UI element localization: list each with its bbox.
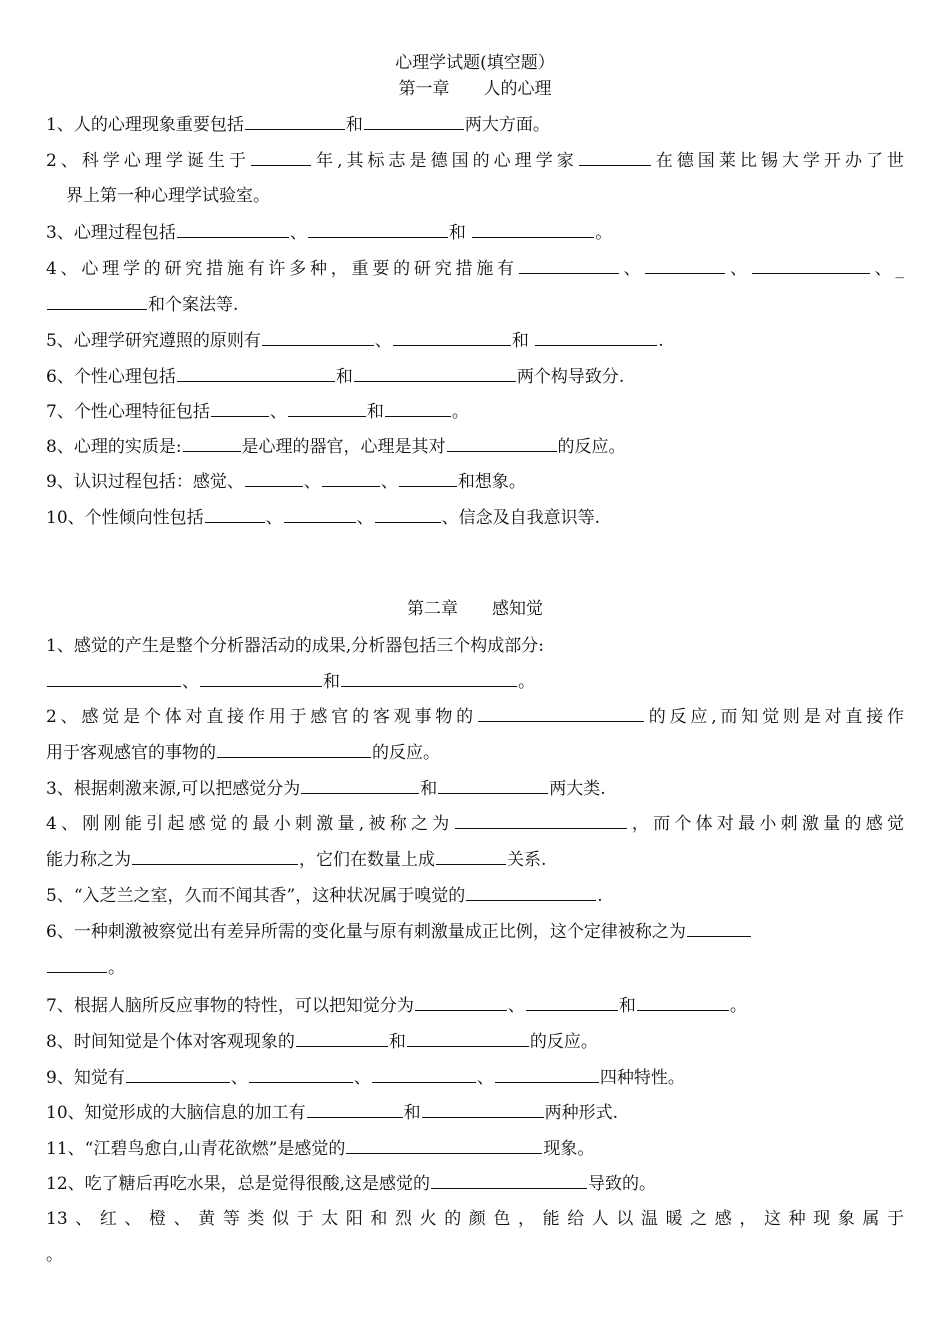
ch2-question-4: [46, 811, 904, 836]
question-text: 能力称之为: [46, 850, 131, 870]
question-text: 和个案法等.: [148, 295, 239, 315]
question-text: 7、根据人脑所反应事物的特性，可以把知觉分为: [46, 996, 414, 1016]
ch2-question-1: [46, 634, 544, 658]
question-text: 、: [303, 472, 321, 492]
question-text: 关系.: [507, 850, 547, 870]
question-text: 现象。: [543, 1139, 595, 1159]
answer-blank[interactable]: [177, 364, 335, 382]
question-text: 10、个性倾向性包括: [46, 508, 204, 528]
answer-blank[interactable]: [262, 328, 374, 346]
ch2-question-12: [46, 1171, 656, 1196]
answer-blank[interactable]: [645, 256, 725, 274]
question-text: 、: [230, 1068, 248, 1088]
ch1-question-6: [46, 364, 624, 389]
question-text: 2、感觉是个体对直接作用于感官的客观事物的: [46, 707, 477, 727]
question-text: 、信念及自我意识等.: [441, 508, 601, 528]
question-text: 。: [46, 1245, 63, 1265]
answer-blank[interactable]: [346, 1136, 542, 1154]
answer-blank[interactable]: [495, 1065, 599, 1083]
question-text: 和: [403, 1103, 421, 1123]
question-text: 和: [511, 331, 529, 351]
question-text: 。: [108, 958, 125, 978]
document-title: 心理学试题(填空题）: [395, 53, 555, 73]
question-text: 11、“江碧鸟愈白,山青花欲燃”是感觉的: [46, 1139, 346, 1159]
answer-blank[interactable]: [393, 328, 511, 346]
ch1-question-1: [46, 112, 550, 137]
question-text: 、: [507, 996, 525, 1016]
question-text: 导致的。: [588, 1174, 657, 1194]
question-text: 2、科学心理学诞生于: [46, 151, 251, 171]
answer-blank[interactable]: [372, 1065, 476, 1083]
chapter-2-heading: 第二章 感知觉: [407, 599, 543, 619]
answer-blank[interactable]: [245, 112, 345, 130]
chapter-1-heading: 第一章 人的心理: [398, 79, 552, 99]
answer-blank[interactable]: [385, 399, 451, 417]
answer-blank[interactable]: [249, 1065, 353, 1083]
ch2-question-6-cont: [46, 955, 125, 980]
answer-blank[interactable]: [415, 993, 507, 1011]
question-text: 、: [265, 508, 283, 528]
answer-blank[interactable]: [307, 1100, 403, 1118]
ch1-question-4: [46, 256, 904, 281]
question-text: 、: [182, 672, 199, 692]
question-text: 、: [289, 223, 307, 243]
question-text: 10、知觉形成的大脑信息的加工有: [46, 1103, 306, 1123]
answer-blank[interactable]: [200, 669, 322, 687]
answer-blank[interactable]: [251, 148, 311, 166]
ch1-question-8: [46, 434, 626, 459]
answer-blank[interactable]: [47, 955, 107, 973]
question-text: 6、个性心理包括: [46, 367, 176, 387]
ch2-question-13: [46, 1207, 904, 1231]
ch2-question-2-cont: [46, 740, 440, 765]
answer-blank[interactable]: [354, 364, 516, 382]
answer-blank[interactable]: [284, 505, 356, 523]
answer-blank[interactable]: [364, 112, 464, 130]
answer-blank[interactable]: [308, 220, 448, 238]
question-text: 、: [619, 259, 645, 279]
question-text: 和: [323, 672, 340, 692]
question-text: 和: [388, 1032, 406, 1052]
ch2-question-1-cont: [46, 669, 535, 694]
answer-blank[interactable]: [399, 469, 457, 487]
question-text: 3、根据刺激来源,可以把感觉分为: [46, 779, 301, 799]
ch2-question-5: [46, 883, 603, 908]
question-text: 的反应,而知觉则是对直接作: [644, 707, 904, 727]
question-text: 和: [335, 367, 353, 387]
answer-blank[interactable]: [752, 256, 870, 274]
question-text: 和: [345, 115, 363, 135]
ch1-question-10: [46, 505, 600, 530]
question-text: 9、认识过程包括：感觉、: [46, 472, 244, 492]
answer-blank[interactable]: [436, 847, 506, 865]
question-text: 、: [374, 331, 392, 351]
answer-blank[interactable]: [217, 740, 371, 758]
question-text: 8、心理的实质是:: [46, 437, 182, 457]
question-text: 3、心理过程包括: [46, 223, 176, 243]
ch1-question-2: [46, 148, 904, 173]
ch2-question-4-cont: [46, 847, 546, 872]
answer-blank[interactable]: [535, 328, 657, 346]
question-text: 是心理的器官，心理是其对: [241, 437, 446, 457]
question-text: 、: [380, 472, 398, 492]
question-text: 界上第一种心理学试验室。: [66, 186, 270, 206]
answer-blank[interactable]: [126, 1065, 230, 1083]
question-text: 两种形式.: [544, 1103, 619, 1123]
question-text: 。: [451, 402, 469, 422]
answer-blank[interactable]: [431, 1171, 587, 1189]
answer-blank[interactable]: [288, 399, 366, 417]
ch1-question-9: [46, 469, 526, 494]
ch2-question-3: [46, 776, 606, 801]
ch1-question-3: [46, 220, 612, 245]
question-text: 7、个性心理特征包括: [46, 402, 210, 422]
question-text: 4、心理学的研究措施有许多种，重要的研究措施有: [46, 259, 518, 279]
question-text: 和: [420, 779, 438, 799]
ch2-question-13-cont: [46, 1243, 63, 1267]
answer-blank[interactable]: [438, 776, 548, 794]
question-text: 两大类.: [549, 779, 606, 799]
question-text: ，而个体对最小刺激量的感觉: [627, 814, 904, 834]
question-text: 、: [353, 1068, 371, 1088]
answer-blank[interactable]: [579, 148, 651, 166]
question-text: 的反应。: [529, 1032, 598, 1052]
answer-blank[interactable]: [322, 469, 380, 487]
answer-blank[interactable]: [245, 469, 303, 487]
answer-blank[interactable]: [472, 220, 594, 238]
answer-blank[interactable]: [526, 993, 618, 1011]
answer-blank[interactable]: [407, 1029, 529, 1047]
answer-blank[interactable]: [687, 919, 751, 937]
answer-blank[interactable]: [296, 1029, 388, 1047]
answer-blank[interactable]: [637, 993, 729, 1011]
question-text: 。: [595, 223, 613, 243]
question-text: ，它们在数量上成: [299, 850, 435, 870]
answer-blank[interactable]: [47, 669, 181, 687]
question-text: 两个构导致分.: [516, 367, 625, 387]
ch2-question-7: [46, 993, 747, 1018]
ch2-question-2: [46, 704, 904, 729]
question-text: 13、红、橙、黄等类似于太阳和烈火的颜色，能给人以温暖之感，这种现象属于: [46, 1209, 904, 1229]
ch2-question-9: [46, 1065, 685, 1090]
ch1-question-4-cont: [46, 292, 238, 317]
question-text: 和: [366, 402, 384, 422]
question-text: 用于客观感官的事物的: [46, 743, 216, 763]
answer-blank[interactable]: [375, 505, 441, 523]
answer-blank[interactable]: [519, 256, 619, 274]
answer-blank[interactable]: [422, 1100, 544, 1118]
question-text: 8、时间知觉是个体对客观现象的: [46, 1032, 295, 1052]
question-text: .: [658, 331, 664, 351]
answer-blank[interactable]: [466, 883, 596, 901]
ch2-question-6: [46, 919, 904, 944]
answer-blank[interactable]: [478, 704, 644, 722]
ch1-question-2-cont: [66, 184, 270, 208]
question-text: 和: [448, 223, 466, 243]
answer-blank[interactable]: [211, 399, 269, 417]
question-text: 四种特性。: [599, 1068, 685, 1088]
question-text: 、: [269, 402, 287, 422]
question-text: 6、一种刺激被察觉出有差异所需的变化量与原有刺激量成正比例，这个定律被称之为: [46, 922, 686, 942]
question-text: 、: [476, 1068, 494, 1088]
question-text: 两大方面。: [464, 115, 550, 135]
question-text: 1、人的心理现象重要包括: [46, 115, 244, 135]
answer-blank[interactable]: [205, 505, 265, 523]
question-text: 和想象。: [457, 472, 526, 492]
question-text: 和: [618, 996, 636, 1016]
answer-blank[interactable]: [47, 292, 147, 310]
ch2-question-10: [46, 1100, 618, 1125]
question-text: 、: [356, 508, 374, 528]
answer-blank[interactable]: [177, 220, 289, 238]
ch2-question-8: [46, 1029, 598, 1054]
question-text: 5、心理学研究遵照的原则有: [46, 331, 261, 351]
question-text: 的反应。: [372, 743, 440, 763]
question-text: 。: [518, 672, 535, 692]
question-text: 1、感觉的产生是整个分析器活动的成果,分析器包括三个构成部分:: [46, 636, 544, 656]
question-text: 。: [729, 996, 747, 1016]
question-text: 5、“入芝兰之室，久而不闻其香”，这种状况属于嗅觉的: [46, 886, 466, 906]
question-text: 4、刚刚能引起感觉的最小刺激量,被称之为: [46, 814, 454, 834]
answer-blank[interactable]: [447, 434, 557, 452]
ch1-question-5: [46, 328, 664, 353]
answer-blank[interactable]: [341, 669, 517, 687]
answer-blank[interactable]: [132, 847, 298, 865]
ch2-question-11: [46, 1136, 594, 1161]
answer-blank[interactable]: [455, 811, 627, 829]
question-text: 9、知觉有: [46, 1068, 125, 1088]
question-text: 、: [726, 259, 751, 279]
ch1-question-7: [46, 399, 469, 424]
answer-blank[interactable]: [183, 434, 241, 452]
question-text: .: [597, 886, 603, 906]
question-text: 年,其标志是德国的心理学家: [312, 151, 578, 171]
question-text: 在德国莱比锡大学开办了世: [651, 151, 904, 171]
question-text: 、_: [870, 259, 905, 279]
question-text: 的反应。: [557, 437, 626, 457]
answer-blank[interactable]: [301, 776, 419, 794]
question-text: 12、吃了糖后再吃水果，总是觉得很酸,这是感觉的: [46, 1174, 431, 1194]
